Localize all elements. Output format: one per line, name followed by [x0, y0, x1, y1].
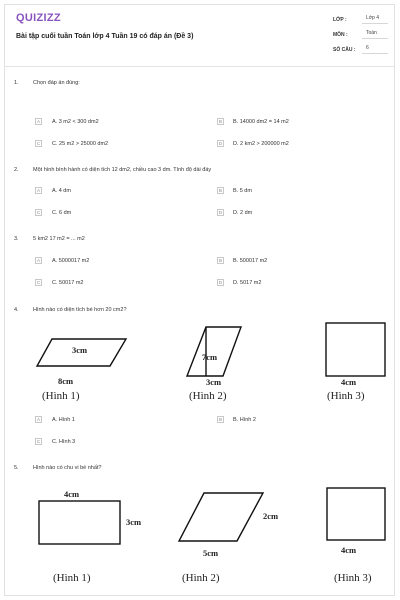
question-1-option-c-marker[interactable]: C	[36, 141, 41, 146]
question-4-figure-1-caption: (Hình 1)	[42, 390, 80, 402]
worksheet-title: Bài tập cuối tuần Toán lớp 4 Tuần 19 có đáp án (Đề 3)	[16, 33, 194, 40]
question-4-option-b-marker[interactable]: B	[218, 417, 222, 422]
question-1-option-d[interactable]: D. 2 km2 > 200000 m2	[233, 141, 289, 147]
question-4-option-a[interactable]: A. Hình 1	[52, 417, 75, 423]
subject-value: Toán	[362, 30, 388, 39]
question-3-option-d-marker[interactable]: D	[218, 280, 223, 285]
question-4-figure-1-base-label: 8cm	[58, 376, 74, 386]
question-1-number: 1.	[14, 80, 19, 86]
question-4-option-a-marker[interactable]: A	[36, 417, 40, 422]
question-5-text: Hình nào có chu vi bé nhất?	[33, 465, 102, 471]
question-3-option-c[interactable]: C. 50017 m2	[52, 280, 84, 286]
question-3-option-b[interactable]: B. 500017 m2	[233, 258, 268, 264]
question-5-figure-1-rectangle	[38, 500, 121, 545]
question-2-option-b[interactable]: B. 5 dm	[233, 188, 252, 194]
question-2-option-c[interactable]: C. 6 dm	[52, 210, 72, 216]
question-4-option-b[interactable]: B. Hình 2	[233, 417, 256, 423]
question-5-figure-3-square	[326, 487, 386, 541]
question-5-figure-1-caption: (Hình 1)	[53, 572, 91, 584]
class-label: LỚP :	[333, 17, 347, 23]
question-count-label: SỐ CÂU :	[333, 47, 356, 53]
question-3-option-b-marker[interactable]: B	[218, 258, 222, 263]
question-4-figure-3-base-label: 4cm	[341, 377, 357, 387]
question-3-option-a-marker[interactable]: A	[36, 258, 40, 263]
question-5-figure-1-top-label: 4cm	[64, 489, 80, 499]
question-1-option-b[interactable]: B. 14000 dm2 = 14 m2	[233, 119, 289, 125]
question-2-option-a-marker[interactable]: A	[36, 188, 40, 193]
question-3-text: 5 km2 17 m2 = ... m2	[33, 236, 85, 242]
class-value: Lớp 4	[362, 15, 388, 24]
question-count-value: 6	[362, 45, 388, 54]
question-5-figure-2-parallelogram	[178, 492, 264, 542]
question-5-figure-2-side-label: 2cm	[263, 511, 279, 521]
question-3-option-c-marker[interactable]: C	[36, 280, 41, 285]
question-4-figure-2-base-label: 3cm	[206, 377, 222, 387]
question-5-figure-1-side-label: 3cm	[126, 517, 142, 527]
question-4-option-c[interactable]: C. Hình 3	[52, 439, 76, 445]
subject-label: MÔN :	[333, 32, 348, 38]
question-5-figure-3-caption: (Hình 3)	[334, 572, 372, 584]
question-1-option-b-marker[interactable]: B	[218, 119, 222, 124]
question-3-option-a[interactable]: A. 5000017 m2	[52, 258, 90, 264]
question-5-number: 5.	[14, 465, 19, 471]
question-4-figure-1-inner-label: 3cm	[72, 345, 88, 355]
question-1-option-d-marker[interactable]: D	[218, 141, 223, 146]
question-5-figure-2-base-label: 5cm	[203, 548, 219, 558]
question-4-figure-2-caption: (Hình 2)	[189, 390, 227, 402]
question-2-option-d-marker[interactable]: D	[218, 210, 223, 215]
question-2-option-c-marker[interactable]: C	[36, 210, 41, 215]
question-5-figure-2-caption: (Hình 2)	[182, 572, 220, 584]
question-3-option-d[interactable]: D. 5017 m2	[233, 280, 262, 286]
question-4-figure-3-caption: (Hình 3)	[327, 390, 365, 402]
question-1-option-a[interactable]: A. 3 m2 < 300 dm2	[52, 119, 99, 125]
question-4-number: 4.	[14, 307, 19, 313]
question-3-number: 3.	[14, 236, 19, 242]
question-2-option-a[interactable]: A. 4 dm	[52, 188, 71, 194]
question-4-figure-2-height-label: 7cm	[202, 352, 218, 362]
quizizz-logo: QUIZIZZ	[16, 12, 61, 24]
question-4-figure-3-square	[325, 322, 386, 377]
question-4-option-c-marker[interactable]: C	[36, 439, 41, 444]
question-1-option-a-marker[interactable]: A	[36, 119, 40, 124]
question-2-text: Một hình bình hành có diện tích 12 dm2, chiều cao 3 dm. Tính độ dài đáy	[33, 167, 212, 173]
question-5-figure-3-base-label: 4cm	[341, 545, 357, 555]
question-1-option-c[interactable]: C. 25 m2 > 25000 dm2	[52, 141, 109, 147]
question-2-option-d[interactable]: D. 2 dm	[233, 210, 253, 216]
question-2-option-b-marker[interactable]: B	[218, 188, 222, 193]
header-divider	[4, 66, 395, 67]
question-4-text: Hình nào có diện tích bé hơn 20 cm2?	[33, 307, 127, 313]
question-2-number: 2.	[14, 167, 19, 173]
question-1-text: Chọn đáp án đúng:	[33, 80, 80, 86]
